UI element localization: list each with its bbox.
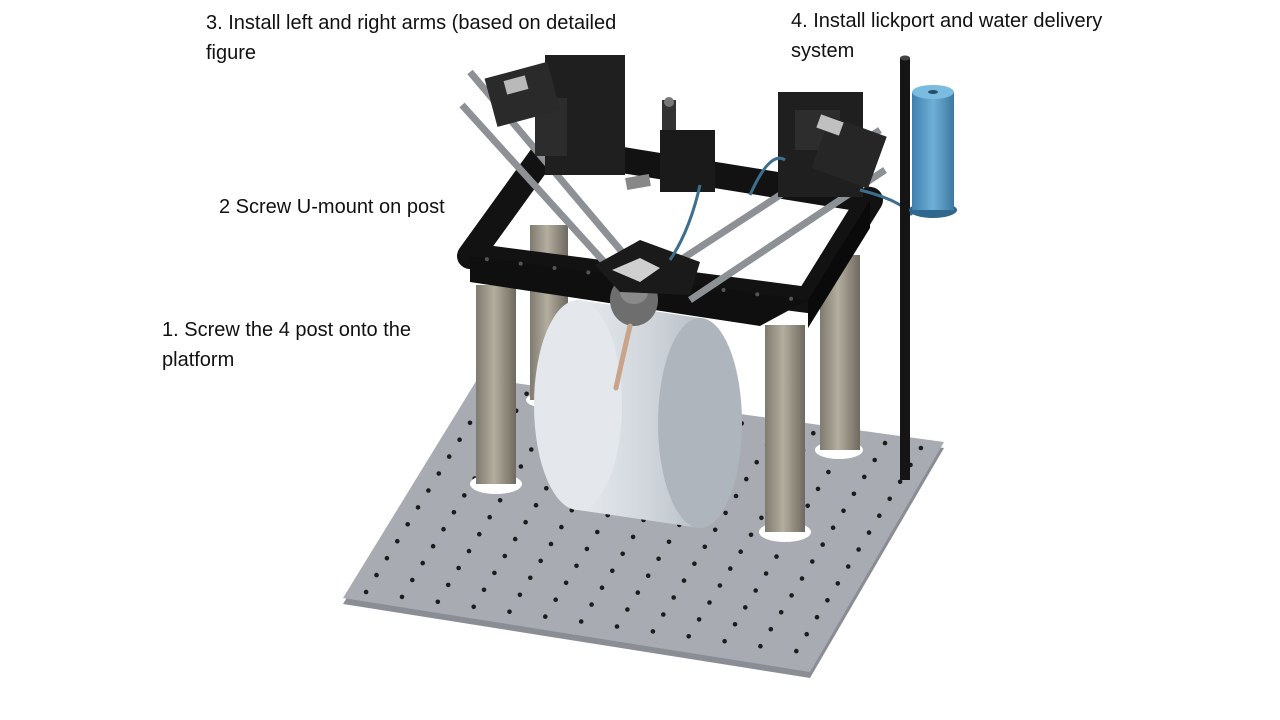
breadboard-hole	[749, 533, 754, 538]
breadboard-hole	[595, 530, 600, 535]
breadboard-hole	[883, 441, 888, 446]
breadboard-hole	[620, 552, 625, 557]
breadboard-hole	[482, 588, 487, 593]
breadboard-hole	[804, 632, 809, 637]
breadboard-hole	[794, 649, 799, 654]
step-1-line-1: 1. Screw the 4 post onto the	[162, 319, 412, 341]
breadboard-hole	[456, 566, 461, 571]
breadboard-hole	[462, 493, 467, 498]
breadboard-hole	[524, 392, 529, 397]
breadboard-hole	[395, 539, 400, 544]
breadboard-hole	[615, 624, 620, 629]
breadboard-hole	[436, 600, 441, 605]
center-stage	[625, 97, 715, 192]
breadboard-hole	[831, 525, 836, 530]
breadboard-hole	[713, 528, 718, 533]
breadboard-hole	[544, 486, 549, 491]
breadboard-hole	[800, 576, 805, 581]
frame-hole	[519, 262, 523, 266]
breadboard-hole	[743, 605, 748, 610]
breadboard-hole	[810, 559, 815, 564]
breadboard-hole	[513, 537, 518, 542]
breadboard-hole	[426, 488, 431, 493]
breadboard-hole	[692, 561, 697, 566]
running-wheel	[534, 300, 742, 528]
breadboard-hole	[877, 513, 882, 518]
breadboard-hole	[538, 559, 543, 564]
frame-hole	[722, 288, 726, 292]
frame-hole	[586, 270, 590, 274]
breadboard-hole	[779, 610, 784, 615]
breadboard-hole	[487, 515, 492, 520]
breadboard-hole	[559, 525, 564, 530]
breadboard-hole	[872, 458, 877, 463]
breadboard-hole	[447, 454, 452, 459]
breadboard-hole	[769, 627, 774, 632]
step-1-label	[162, 315, 411, 375]
breadboard-hole	[631, 535, 636, 540]
breadboard-hole	[519, 464, 524, 469]
breadboard-hole	[836, 581, 841, 586]
breadboard-hole	[579, 619, 584, 624]
breadboard-hole	[733, 622, 738, 627]
breadboard-hole	[667, 540, 672, 545]
lickport-rod	[900, 56, 910, 481]
breadboard-hole	[420, 561, 425, 566]
breadboard-hole	[467, 549, 472, 554]
breadboard-hole	[498, 498, 503, 503]
breadboard-hole	[410, 578, 415, 583]
frame-hole	[553, 266, 557, 270]
breadboard-hole	[471, 605, 476, 610]
breadboard-hole	[682, 578, 687, 583]
breadboard-hole	[405, 522, 410, 527]
breadboard-hole	[625, 607, 630, 612]
breadboard-hole	[841, 509, 846, 514]
breadboard-hole	[651, 629, 656, 634]
step-3-label	[206, 8, 616, 68]
breadboard-hole	[856, 547, 861, 552]
breadboard-hole	[718, 583, 723, 588]
step-2-label	[219, 192, 445, 222]
breadboard-hole	[553, 597, 558, 602]
breadboard-hole	[661, 612, 666, 617]
breadboard-hole	[754, 460, 759, 465]
breadboard-hole	[753, 588, 758, 593]
frame-hole	[755, 292, 759, 296]
breadboard-hole	[441, 527, 446, 532]
breadboard-hole	[656, 557, 661, 562]
breadboard-hole	[529, 447, 534, 452]
breadboard-hole	[549, 542, 554, 547]
breadboard-hole	[416, 505, 421, 510]
breadboard-hole	[707, 600, 712, 605]
breadboard-hole	[477, 532, 482, 537]
breadboard-hole	[738, 549, 743, 554]
breadboard-hole	[543, 614, 548, 619]
step-4-line-2: system	[791, 40, 855, 62]
step-4-label	[791, 6, 1102, 66]
breadboard-hole	[734, 494, 739, 499]
breadboard-hole	[826, 470, 831, 475]
breadboard-hole	[646, 573, 651, 578]
step-3-line-1: 3. Install left and right arms (based on detailed	[206, 12, 617, 34]
water-reservoir	[909, 85, 957, 218]
breadboard-hole	[437, 471, 442, 476]
breadboard-hole	[374, 573, 379, 578]
breadboard-hole	[703, 545, 708, 550]
breadboard-hole	[671, 595, 676, 600]
step-3-line-2: figure	[206, 42, 257, 64]
breadboard-hole	[585, 547, 590, 552]
breadboard-hole	[846, 564, 851, 569]
breadboard-hole	[852, 492, 857, 497]
frame-hole	[485, 257, 489, 261]
breadboard-hole	[468, 421, 473, 426]
breadboard-hole	[789, 593, 794, 598]
breadboard-hole	[816, 487, 821, 492]
breadboard-hole	[697, 617, 702, 622]
breadboard-hole	[805, 504, 810, 509]
frame-hole	[789, 297, 793, 301]
breadboard-hole	[564, 581, 569, 586]
breadboard-hole	[919, 446, 924, 451]
breadboard-hole	[867, 530, 872, 535]
breadboard-hole	[820, 542, 825, 547]
breadboard-hole	[686, 634, 691, 639]
breadboard-hole	[452, 510, 457, 515]
step-2-line-1: 2 Screw U-mount on post	[219, 196, 445, 218]
breadboard-hole	[400, 595, 405, 600]
breadboard-hole	[431, 544, 436, 549]
breadboard-hole	[528, 576, 533, 581]
breadboard-hole	[811, 431, 816, 436]
breadboard-hole	[589, 602, 594, 607]
breadboard-hole	[492, 571, 497, 576]
breadboard-hole	[534, 503, 539, 508]
breadboard-hole	[723, 511, 728, 516]
breadboard-hole	[774, 554, 779, 559]
breadboard-hole	[758, 644, 763, 649]
breadboard-hole	[518, 593, 523, 598]
breadboard-hole	[636, 590, 641, 595]
breadboard-hole	[825, 598, 830, 603]
breadboard-hole	[759, 516, 764, 521]
breadboard-hole	[815, 615, 820, 620]
breadboard-hole	[503, 554, 508, 559]
breadboard-hole	[457, 437, 462, 442]
breadboard-hole	[364, 590, 369, 595]
breadboard-hole	[887, 497, 892, 502]
breadboard-hole	[610, 569, 615, 574]
breadboard-hole	[898, 480, 903, 485]
breadboard-hole	[722, 639, 727, 644]
breadboard-hole	[523, 520, 528, 525]
breadboard-hole	[600, 585, 605, 590]
breadboard-hole	[507, 609, 512, 614]
step-1-line-2: platform	[162, 349, 235, 371]
breadboard-hole	[744, 477, 749, 482]
right-manipulator	[778, 92, 887, 197]
step-4-line-1: 4. Install lickport and water delivery	[791, 10, 1103, 32]
breadboard-hole	[862, 475, 867, 480]
breadboard-hole	[574, 564, 579, 569]
breadboard-hole	[385, 556, 390, 561]
breadboard-hole	[446, 583, 451, 588]
breadboard-hole	[728, 566, 733, 571]
breadboard-hole	[764, 571, 769, 576]
